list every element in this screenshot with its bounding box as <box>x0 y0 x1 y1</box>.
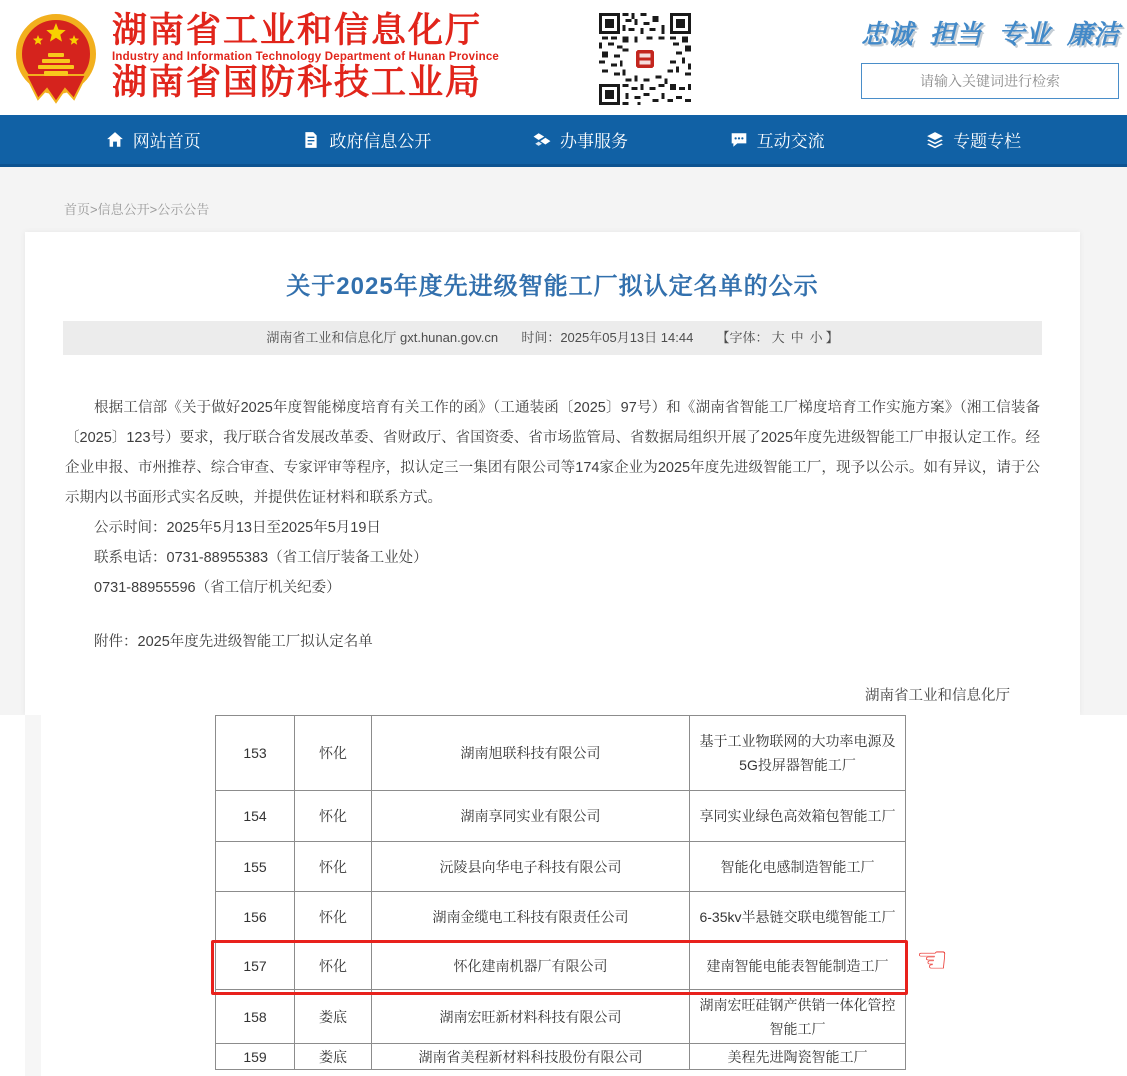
search-input[interactable] <box>861 63 1119 99</box>
cell-no: 159 <box>216 1044 295 1070</box>
nav-item-label: 专题专栏 <box>953 132 1022 151</box>
table-row <box>216 1044 906 1070</box>
cell-project: 基于工业物联网的大功率电源及5G投屏器智能工厂 <box>690 716 906 791</box>
paragraph-publicity-period: 公示时间：2025年5月13日至2025年5月19日 <box>94 520 381 536</box>
cell-company: 湖南金缆电工科技有限责任公司 <box>372 892 690 942</box>
article-source: 湖南省工业和信息化厅 <box>266 330 397 345</box>
factory-list-table <box>215 715 906 1070</box>
breadcrumb-separator: > <box>90 202 98 217</box>
table-row <box>216 892 906 942</box>
breadcrumb <box>64 199 209 218</box>
qr-code <box>596 10 694 108</box>
nav-item-label: 互动交流 <box>756 132 825 151</box>
paragraph-contact-phone: 联系电话：0731-88955383（省工信厅装备工业处） <box>94 550 428 566</box>
cell-city: 怀化 <box>295 716 372 791</box>
home-icon <box>106 131 124 149</box>
signature-org: 湖南省工业和信息化厅 <box>865 688 1010 704</box>
breadcrumb-item-home[interactable]: 首页 <box>64 202 91 217</box>
table-row <box>216 842 906 892</box>
cell-company: 沅陵县向华电子科技有限公司 <box>372 842 690 892</box>
cell-company: 湖南旭联科技有限公司 <box>372 716 690 791</box>
article-title: 关于2025年度先进级智能工厂拟认定名单的公示 <box>286 273 819 300</box>
attachment-link[interactable]: 附件：2025年度先进级智能工厂拟认定名单 <box>94 634 373 650</box>
font-size-small-button[interactable]: 小 <box>809 330 823 345</box>
nav-item-home[interactable] <box>106 127 201 152</box>
cell-no: 154 <box>216 791 295 842</box>
site-title[interactable]: 湖南省工业和信息化厅 <box>112 11 483 50</box>
left-pointing-hand-icon: ☜ <box>916 940 949 981</box>
cell-project: 湖南宏旺硅钢产供销一体化管控智能工厂 <box>690 990 906 1044</box>
chat-icon <box>730 131 748 149</box>
nav-item-gov-info[interactable] <box>302 127 431 152</box>
cell-project: 享同实业绿色高效箱包智能工厂 <box>690 791 906 842</box>
nav-item-topics[interactable] <box>926 127 1021 152</box>
paragraph-contact-phone-2: 0731-88955596（省工信厅机关纪委） <box>94 580 341 596</box>
article-source-site: gxt.hunan.gov.cn <box>400 330 499 345</box>
cell-company: 怀化建南机器厂有限公司 <box>372 942 690 990</box>
cell-city: 怀化 <box>295 892 372 942</box>
breadcrumb-separator: > <box>149 202 158 217</box>
cell-city: 怀化 <box>295 942 372 990</box>
cell-city: 怀化 <box>295 791 372 842</box>
site-header <box>0 0 1127 115</box>
slogan-word: 担当 <box>929 19 982 49</box>
panel-edge-strip <box>25 715 41 1076</box>
font-size-label-end: 】 <box>825 330 839 345</box>
cell-project: 建南智能电能表智能制造工厂 <box>690 942 906 990</box>
site-title-secondary[interactable]: 湖南省国防科技工业局 <box>112 63 483 102</box>
main-nav <box>0 115 1127 167</box>
article-panel <box>25 232 1080 715</box>
font-size-medium-button[interactable]: 中 <box>790 330 804 345</box>
cell-project: 6-35kv半悬链交联电缆智能工厂 <box>690 892 906 942</box>
header-right <box>861 14 1127 99</box>
nav-item-label: 网站首页 <box>132 132 201 151</box>
cell-city: 怀化 <box>295 842 372 892</box>
breadcrumb-item-info[interactable]: 信息公开 <box>97 202 150 217</box>
nav-item-interaction[interactable] <box>730 127 825 152</box>
nav-item-services[interactable] <box>533 127 628 152</box>
slogan-word: 专业 <box>998 19 1051 49</box>
nav-item-label: 政府信息公开 <box>329 132 432 151</box>
cell-project: 美程先进陶瓷智能工厂 <box>690 1044 906 1070</box>
site-title-english: Industry and Information Technology Department of Hunan Province <box>112 51 500 63</box>
cell-company: 湖南省美程新材料科技股份有限公司 <box>372 1044 690 1070</box>
slogan-word: 廉洁 <box>1066 19 1119 49</box>
cell-company: 湖南享同实业有限公司 <box>372 791 690 842</box>
article-body <box>65 393 1040 741</box>
cell-city: 娄底 <box>295 990 372 1044</box>
breadcrumb-item-notices[interactable]: 公示公告 <box>157 202 210 217</box>
font-size-label: 【字体： <box>716 330 769 345</box>
cell-no: 158 <box>216 990 295 1044</box>
table-row <box>216 791 906 842</box>
paragraph-main: 根据工信部《关于做好2025年度智能梯度培育有关工作的函》（工通装函〔2025〕97号）和《湖南省智能工厂梯度培育工作实施方案》（湘工信装备〔2025〕123号）要求，我厅联合省发展改革委、省财政厅、省国资委、省市场监管局、省数据局组织开展了2025年度先进级智能工厂申报认定工作。经企业申报、市州推荐、综合审查、专家评审等程序，拟认定三一集团有限公司等174家企业为2025年度先进级智能工厂，现予以公示。如有异议，请于公示期内以书面形式实名反映，并提供佐证材料和联系方式。 <box>65 400 1040 506</box>
national-emblem-icon <box>8 9 104 105</box>
font-size-large-button[interactable]: 大 <box>771 330 785 345</box>
attachment-table-view <box>0 715 1127 1076</box>
article-time: 时间：2025年05月13日 14:44 <box>521 330 694 345</box>
site-branding <box>112 12 499 102</box>
cell-no: 155 <box>216 842 295 892</box>
cell-company: 湖南宏旺新材料科技有限公司 <box>372 990 690 1044</box>
service-icon <box>533 131 551 149</box>
table-row-highlighted <box>216 942 906 990</box>
cell-project: 智能化电感制造智能工厂 <box>690 842 906 892</box>
cell-no: 156 <box>216 892 295 942</box>
document-icon <box>302 131 320 149</box>
cell-no: 153 <box>216 716 295 791</box>
cell-no: 157 <box>216 942 295 990</box>
article-meta-bar <box>63 321 1042 355</box>
nav-item-label: 办事服务 <box>559 132 628 151</box>
cell-city: 娄底 <box>295 1044 372 1070</box>
slogan-word: 忠诚 <box>861 19 914 49</box>
table-row <box>216 716 906 791</box>
slogan <box>861 14 1119 51</box>
table-row <box>216 990 906 1044</box>
layers-icon <box>926 131 944 149</box>
